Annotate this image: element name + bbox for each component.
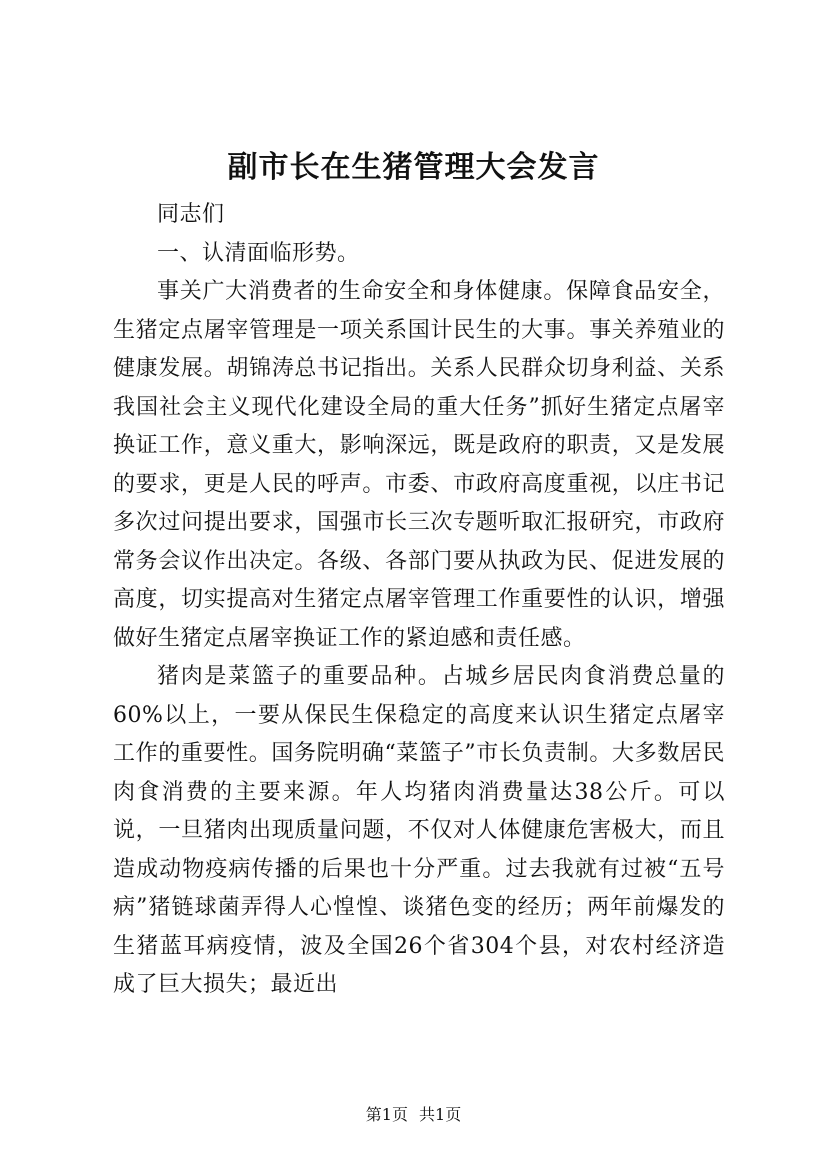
body-paragraph: 事关广大消费者的生命安全和身体健康。保障食品安全，生猪定点屠宰管理是一项关系国计民生的大事。事关养殖业的健康发展。胡锦涛总书记指出。关系人民群众切身利益、关系我国社会主义现代化建设全局的重大任务”抓好生猪定点屠宰换证工作，意义重大，影响深远，既是政府的职责，又是发展的要求，更是人民的呼声。市委、市政府高度重视，以庄书记多次过问提出要求，国强市长三次专题听取汇报研究，市政府常务会议作出决定。各级、各部门要从执政为民、促进发展的高度，切实提高对生猪定点屠宰管理工作重要性的认识，增强做好生猪定点屠宰换证工作的紧迫感和责任感。 [113,279,725,651]
page-total: 共1页 [419,1105,462,1124]
section-heading: 一、认清面临形势。 [157,240,360,266]
document-title: 副市长在生猪管理大会发言 [227,150,600,185]
salutation: 同志们 [157,202,225,227]
page-footer [0,1104,827,1126]
page-number: 第1页 [365,1105,408,1124]
document-body [113,196,725,1005]
body-paragraph: 猪肉是菜篮子的重要品种。占城乡居民肉食消费总量的60%以上，一要从保民生保稳定的高度来认识生猪定点屠宰工作的重要性。国务院明确“菜篮子”市长负责制。大多数居民肉食消费的主要来源。年人均猪肉消费量达38公斤。可以说，一旦猪肉出现质量问题，不仅对人体健康危害极大，而且造成动物疫病传播的后果也十分严重。过去我就有过被“五号病”猪链球菌弄得人心惶惶、谈猪色变的经历；两年前爆发的生猪蓝耳病疫情，波及全国26个省304个县，对农村经济造成了巨大损失；最近出 [113,664,725,997]
